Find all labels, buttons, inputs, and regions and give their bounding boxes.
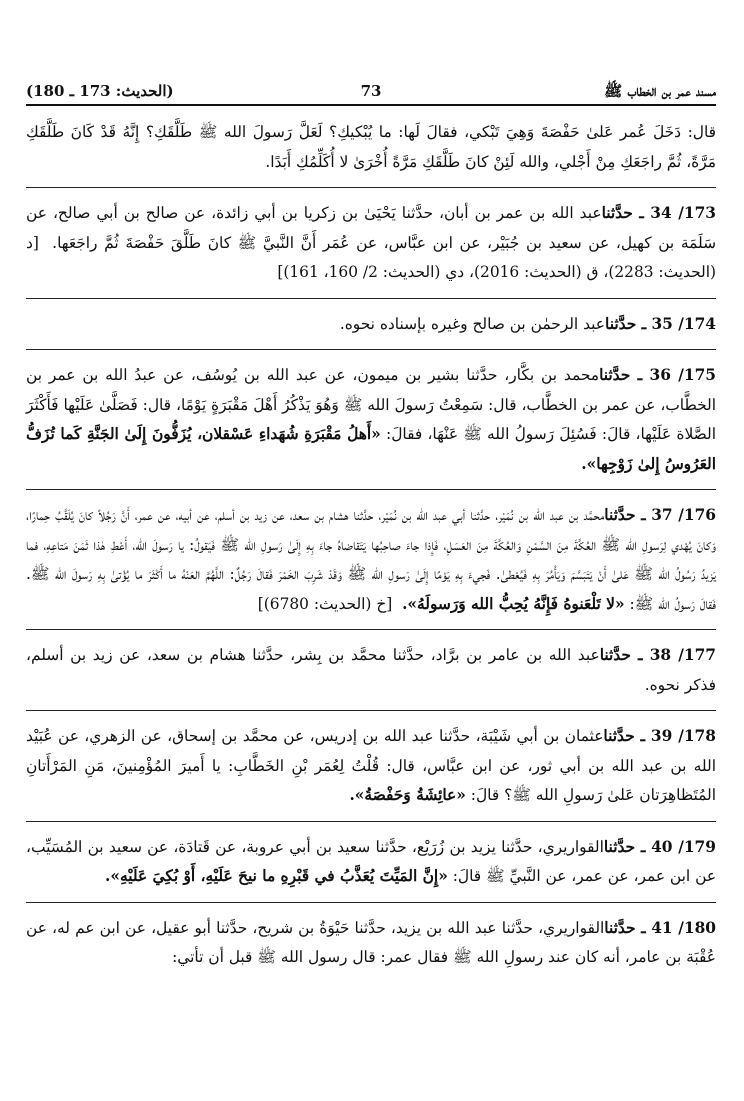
hadith-paragraph [26, 833, 716, 892]
hadith-number: 180/ 41 ـ [641, 918, 716, 937]
hadith-number: 177/ 38 ـ [638, 646, 717, 664]
paragraph-text: عبد الرحمٰن بن صالح وغيره بإسناده نحوه. [339, 314, 605, 333]
divider [26, 187, 716, 188]
divider [26, 489, 716, 490]
paragraph-text: عبد الله بن عمر بن أبان، حدَّثنا يَحْيَىٰ بن زكريا بن أبي زائدة، عن صالح بن أبي صالح، عن سَلَمَة بن كهيل، عن سعيد بن جُبَيْر، عن ابن عبَّاس، عن عُمَر أَنَّ النَّبيَّ ﷺ كانَ طَلَّقَ حَفْصَةَ ثُمَّ راجَعَها. [26, 204, 716, 252]
divider [26, 821, 716, 822]
divider [26, 902, 716, 903]
paragraph-text: عثمان بن أبي شَيْبَة، حدَّثنا عبد الله بن إدريس، عن محمَّد بن إسحاق، عن الزهري، عن عُبَيْد الله بن عبد الله بن أبي ثور، عن ابن عبَّاس، قال: قُلْتُ لِعُمَر بْنِ الخَطَّابِ: يا أَميرَ المُؤْمِنينَ، مَنِ المَرْأَتانِ المُتَظاهِرَتان عَلىٰ رَسولِ الله ﷺ؟ قالَ: [26, 727, 716, 804]
hadith-paragraph [26, 641, 716, 700]
reference: [د (الحديث: 2283)، ق (الحديث: 2016)، دي (الحديث: 2/ 160، 161)] [26, 233, 716, 281]
page-number: 73 [360, 82, 382, 100]
hadith-number: 176/ 37 ـ [641, 506, 716, 524]
divider [26, 349, 716, 350]
hadith-lead: حدَّثنا [604, 506, 642, 524]
paragraph-text: القواريري، حدَّثنا يزيد بن زُرَيْع، حدَّثنا سعيد بن أبي عروبة، عن قَتادَة، عن سعيد بن المُسَيِّب، عن ابن عمر، عن عمر، عن النَّبيِّ ﷺ قالَ: [26, 837, 716, 885]
book-page [26, 0, 716, 1101]
paragraph-text: القواريري، حدَّثنا عبد الله بن يزيد، حدَّثنا حَيْوَةُ بن شريح، حدَّثنا أبو عقيل، عن ابن عم له، عن عُقْبَة بن عامر، أنه كان عند رسولِ الله ﷺ فقال عمر: قال رسول الله ﷺ قبل أن تأتي: [26, 918, 716, 966]
hadith-lead: حدَّثنا [599, 366, 638, 384]
hadith-number: 175/ 36 ـ [637, 366, 717, 384]
divider [26, 629, 716, 630]
divider [26, 298, 716, 299]
prophetic-quote: «لا تَلْعَنوهُ فَإِنَّهُ يُحِبُّ الله وَرَسولَهُ». [402, 594, 625, 613]
header-rule [26, 104, 716, 106]
hadith-number: 174/ 35 ـ [641, 314, 716, 333]
hadith-lead: حدَّثنا [603, 727, 641, 745]
paragraph-text: قال: دَخَلَ عُمر عَلىٰ حَفْصَةَ وَهِيَ تَبْكي، فقالَ لَها: ما يُبْكيكِ؟ لَعَلَّ رَسولَ الله ﷺ طَلَّقَكِ؟ إِنَّهُ قَدْ كَانَ طَلَّقَكِ مَرَّةً، ثُمَّ راجَعَكِ مِنْ أَجْلي، والله لَئِنْ كانَ طَلَّقَكِ مَرَّةً أُخْرَىٰ لا أُكَلِّمُكِ أَبَدًا. [26, 123, 716, 171]
continuation-paragraph [26, 118, 716, 177]
prophetic-quote: «أَهلُ مَقْبَرَةِ شُهَداءِ عَسْقلان، يُزَفُّونَ إِلَىٰ الجَنَّةِ كَما تُزَفُّ العَرُوسُ إِلىٰ زَوْجِها». [26, 425, 716, 473]
paragraph-text: عبد الله بن عامر بن برَّاد، حدَّثنا محمَّد بن بِشر، حدَّثنا هشام بن سعد، عن زيد بن أسلم، فذكر نحوه. [26, 646, 716, 694]
hadith-lead: حدَّثنا [601, 204, 640, 222]
hadith-lead: حدَّثنا [605, 314, 642, 333]
hadith-lead: حدَّثنا [604, 918, 642, 937]
hadith-number: 179/ 40 ـ [640, 837, 716, 856]
divider [26, 710, 716, 711]
hadith-number: 173/ 34 ـ [639, 204, 716, 222]
hadith-lead: حدَّثنا [603, 837, 641, 856]
book-title: مسند عمر بن الخطاب ﷺ [604, 82, 716, 100]
prophetic-quote: «عائِشَةُ وَحَفْصَةُ». [349, 786, 466, 804]
hadith-lead: حدَّثنا [599, 646, 639, 664]
prophetic-quote: «إِنَّ المَيِّتَ يُعَذَّبُ في قَبْرِهِ ما نيحَ عَلَيْهِ، أَوْ بُكِيَ عَلَيْهِ». [104, 867, 448, 885]
reference: [خ (الحديث: 6780)] [257, 594, 393, 613]
hadith-paragraph [26, 501, 716, 619]
running-header [26, 76, 716, 104]
hadith-paragraph [26, 199, 716, 288]
hadith-number: 178/ 39 ـ [640, 727, 716, 745]
paragraph-text: محمد بن بكَّار، حدَّثنا بشير بن ميمون، عن عبد الله بن يُوسُف، عن عبدُ الله بن عمر بن الخطَّاب، عن عمر بن الخطَّاب، قال: سَمِعْتُ رَسولَ الله ﷺ وَهُوَ يَذْكُرُ أَهْلَ مَقْبَرَةٍ يَوْمًا، قال: فَصَلَّىٰ عَلَيْها فَأَكْثَرَ الصَّلاة عَلَيْها، قالَ: فَسُئِلَ رَسولُ الله ﷺ عَنْهَا، فقالَ: [26, 366, 716, 443]
hadith-paragraph [26, 722, 716, 811]
hadith-paragraph [26, 361, 716, 479]
hadith-paragraph [26, 914, 716, 973]
page-body [26, 118, 716, 973]
hadith-range: (الحديث: 173 ـ 180) [26, 82, 174, 100]
paragraph-text: محمَّد بن عبد الله بن نُمَيْر، حدَّثنا أبي عبد الله بن نُمَيْر، حدَّثنا هشام بن سعد، عن زيد بن أسلم، عن أبيه، عن عمر، أَنَّ رَجُلاً كانَ يُلَقَّبُ حِمارًا، وَكانَ يُهْدي لِرَسولِ الله ﷺ العُكَّةَ مِنَ السَّمْنِ وَالعُكَّةَ مِنَ العَسَلِ، فَإِذا جاءَ صاحِبُها يَتَقاضاهُ جاءَ بِهِ إِلَىٰ رَسولِ الله ﷺ فَيَقولُ: يا رَسولَ الله، أَعْطِ هٰذا ثَمَنَ مَتاعِهِ، فما يَزيدُ رَسُولُ الله ﷺ عَلىٰ أَنْ يَتَبَسَّمَ وَيَأْمُرَ بِهِ فَيُعْطىٰ. فَجيءَ بِهِ يَوْمًا إِلَىٰ رَسولِ الله ﷺ وَقَدْ شَرِبَ الخَمْرَ فَقالَ رَجُلٌ: اللَّهُمَّ العَنْهُ ما أَكْثَرَ ما يُؤْتىٰ بِهِ رَسولَ الله ﷺ. فَقالَ رَسولُ الله ﷺ: [26, 506, 716, 613]
hadith-paragraph [26, 310, 716, 340]
